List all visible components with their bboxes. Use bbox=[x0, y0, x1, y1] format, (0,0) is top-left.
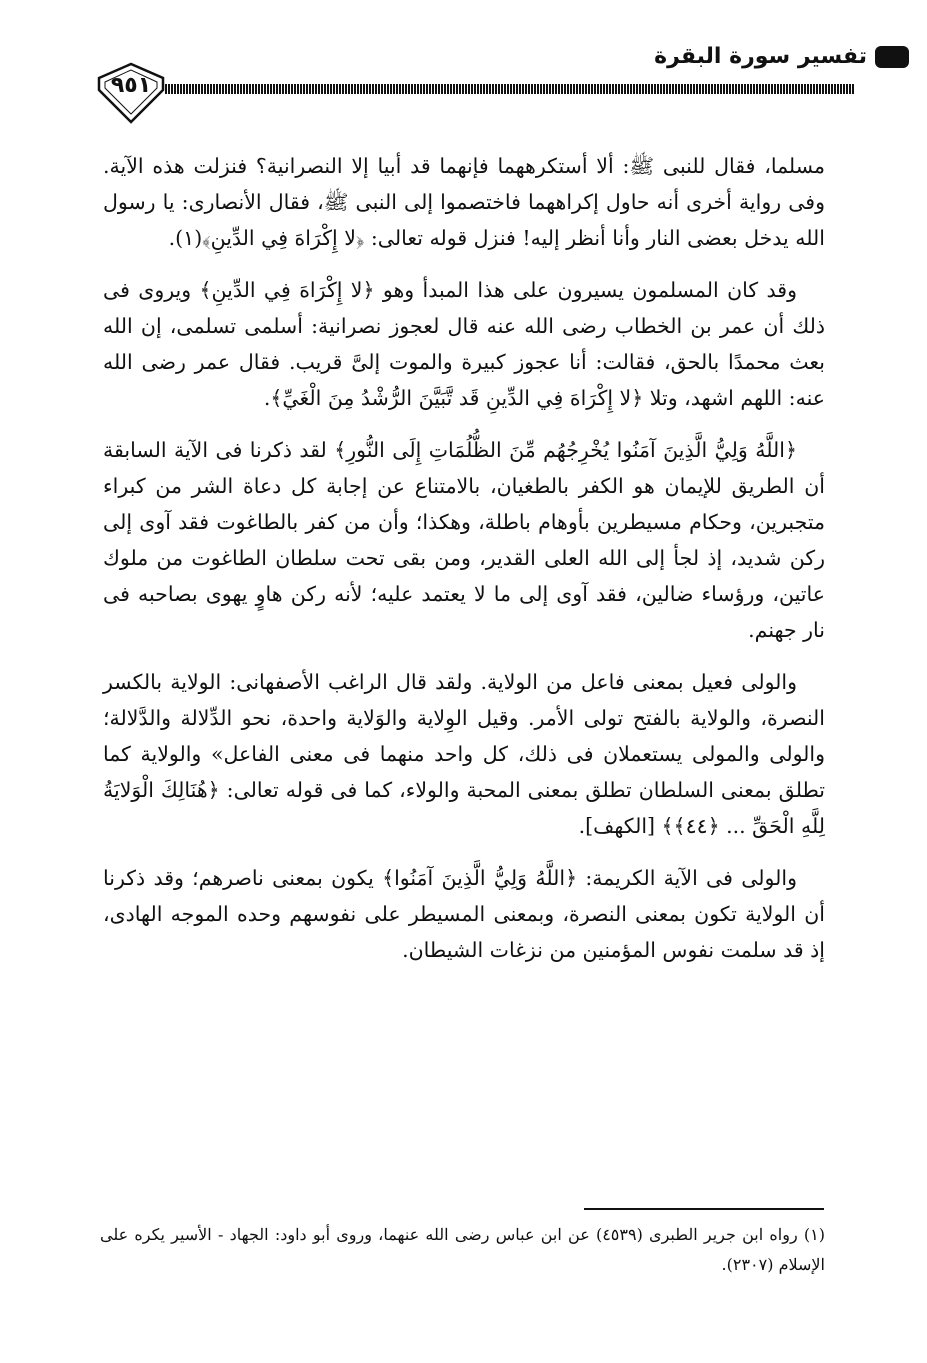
paragraph: والولى فى الآية الكريمة: ﴿اللَّهُ وَلِيُّ الَّذِينَ آمَنُوا﴾ يكون بمعنى ناصرهم؛ وقد ذكرنا أن الولاية تكون بمعنى النصرة، وبمعنى المسيطر على نفوسهم وحده الموجه الهادى، إذ قد سلمت نفوس المؤمنين من نزغات الشيطان. bbox=[103, 866, 825, 962]
main-text bbox=[103, 148, 825, 984]
footnote: (١) رواه ابن جرير الطبرى (٤٥٣٩) عن ابن عباس رضى الله عنهما، وروى أبو داود: الجهاد - الأسير يكره على الإسلام (٢٣٠٧). bbox=[100, 1225, 825, 1274]
page-header-title: تفسير سورة البقرة bbox=[654, 44, 867, 69]
header-ornament-icon bbox=[875, 46, 909, 68]
footnote-divider bbox=[584, 1208, 824, 1210]
header-rule bbox=[165, 84, 855, 94]
paragraph: مسلما، فقال للنبى ﷺ: ألا أستكرههما فإنهما قد أبيا إلا النصرانية؟ فنزلت هذه الآية. وفى رواية أخرى أنه حاول إكراههما فاختصموا إلى النبى ﷺ، فقال الأنصارى: يا رسول الله يدخل بعضى النار وأنا أنظر إليه! فنزل قوله تعالى: ﴿لا إِكْرَاهَ فِي الدِّينِ﴾(١). bbox=[103, 154, 825, 250]
paragraph: وقد كان المسلمون يسيرون على هذا المبدأ وهو ﴿لا إِكْرَاهَ فِي الدِّينِ﴾ ويروى فى ذلك أن عمر بن الخطاب رضى الله عنه قال لعجوز نصرانية: أسلمى تسلمى، إن الله بعث محمدًا بالحق، فقالت: أنا عجوز كبيرة والموت إلىَّ قريب. فقال عمر رضى الله عنه: اللهم اشهد، وتلا ﴿لا إِكْرَاهَ فِي الدِّينِ قَد تَّبَيَّنَ الرُّشْدُ مِنَ الْغَيِّ﴾. bbox=[103, 278, 825, 410]
paragraph: ﴿اللَّهُ وَلِيُّ الَّذِينَ آمَنُوا يُخْرِجُهُم مِّنَ الظُّلُمَاتِ إِلَى النُّورِ﴾ لقد ذكرنا فى الآية السابقة أن الطريق للإيمان هو الكفر بالطغيان، بالامتناع عن إجابة كل دعاة الشر من كبراء متجبرين، وحكام مسيطرين بأوهام باطلة، وهكذا؛ وأن من كفر بالطاغوت فقد آوى إلى ركن شديد، إذ لجأ إلى الله العلى القدير، ومن بقى تحت سلطان الطاغوت من ملوك عاتين، ورؤساء ضالين، فقد آوى إلى ما لا يعتمد عليه؛ لأنه ركن هاوٍ يهوى بصاحبه فى نار جهنم. bbox=[103, 438, 825, 642]
page-number: ٩٥١ bbox=[110, 73, 152, 98]
paragraph: والولى فعيل بمعنى فاعل من الولاية. ولقد قال الراغب الأصفهانى: الولاية بالكسر النصرة، والولاية بالفتح تولى الأمر. وقيل الوِلاية والوَلاية واحدة، نحو الدِّلالة والدَّلالة؛ والولى والمولى يستعملان فى ذلك، كل واحد منهما فى معنى الفاعل» والولاية كما تطلق بمعنى السلطان تطلق بمعنى المحبة والولاء، كما فى قوله تعالى: ﴿هُنَالِكَ الْوَلايَةُ لِلَّهِ الْحَقِّ ... ﴿٤٤﴾﴾ [الكهف]. bbox=[103, 670, 825, 838]
